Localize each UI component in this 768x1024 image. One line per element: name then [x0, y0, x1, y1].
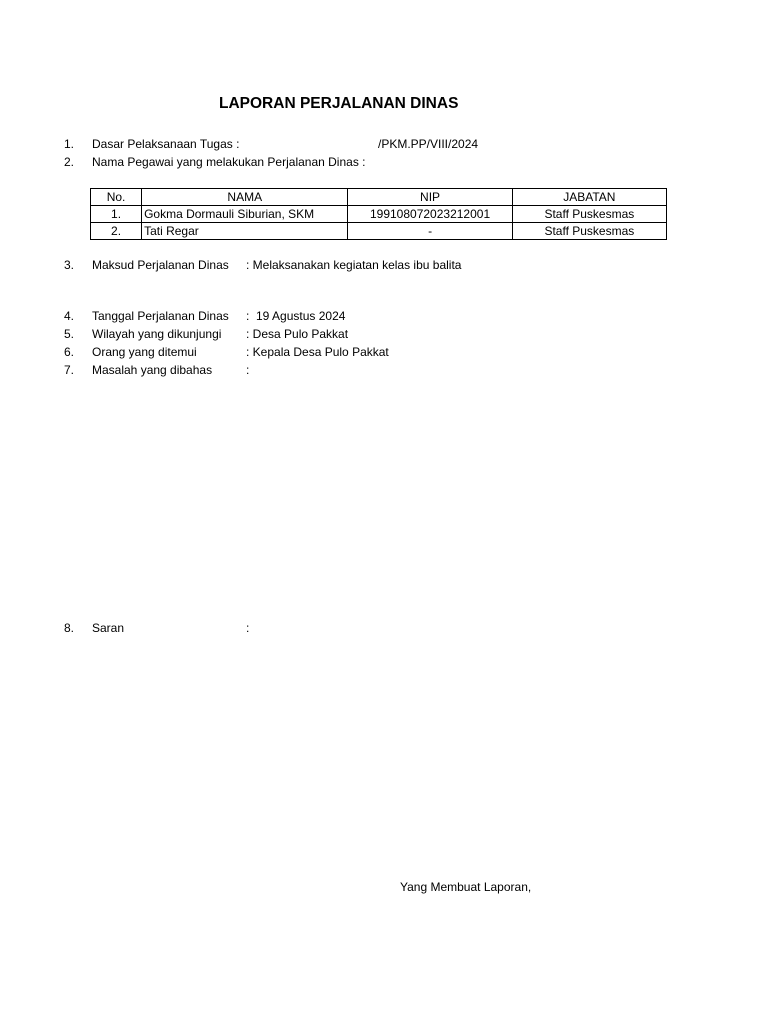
cell-nama: Tati Regar: [142, 223, 348, 240]
item-label-masalah: Masalah yang dibahas: [92, 363, 213, 377]
header-no: No.: [91, 189, 142, 206]
item-label-pegawai: Nama Pegawai yang melakukan Perjalanan Dinas :: [92, 155, 366, 169]
item-label-wilayah: Wilayah yang dikunjungi: [92, 327, 222, 341]
item-number: 4.: [64, 309, 75, 323]
document-title: LAPORAN PERJALANAN DINAS: [219, 95, 459, 112]
item-label-saran: Saran: [92, 621, 125, 635]
header-nama: NAMA: [142, 189, 348, 206]
item-number: 1.: [64, 137, 75, 151]
cell-nip: -: [348, 223, 512, 240]
table-row: [91, 223, 667, 240]
item-number: 7.: [64, 363, 75, 377]
item-label-maksud: Maksud Perjalanan Dinas: [92, 258, 229, 272]
cell-jabatan: Staff Puskesmas: [512, 206, 666, 223]
item-value-dasar: /PKM.PP/VIII/2024: [378, 137, 479, 151]
table-header-row: [91, 189, 667, 206]
cell-nama: Gokma Dormauli Siburian, SKM: [142, 206, 348, 223]
cell-no: 1.: [91, 206, 142, 223]
item-value-orang: : Kepala Desa Pulo Pakkat: [246, 345, 389, 359]
item-label-tanggal: Tanggal Perjalanan Dinas: [92, 309, 229, 323]
signature-label: Yang Membuat Laporan,: [400, 880, 532, 894]
item-value-saran: :: [246, 621, 250, 635]
header-jabatan: JABATAN: [512, 189, 666, 206]
cell-no: 2.: [91, 223, 142, 240]
item-number: 5.: [64, 327, 75, 341]
item-label-orang: Orang yang ditemui: [92, 345, 197, 359]
cell-jabatan: Staff Puskesmas: [512, 223, 666, 240]
item-number: 2.: [64, 155, 75, 169]
table-row: [91, 206, 667, 223]
item-value-tanggal: : 19 Agustus 2024: [246, 309, 346, 323]
item-value-masalah: :: [246, 363, 250, 377]
item-number: 3.: [64, 258, 75, 272]
item-number: 8.: [64, 621, 75, 635]
item-value-maksud: : Melaksanakan kegiatan kelas ibu balita: [246, 258, 462, 272]
item-label-dasar: Dasar Pelaksanaan Tugas :: [92, 137, 240, 151]
employee-table: [90, 188, 667, 240]
cell-nip: 199108072023212001: [348, 206, 512, 223]
item-value-wilayah: : Desa Pulo Pakkat: [246, 327, 349, 341]
header-nip: NIP: [348, 189, 512, 206]
item-number: 6.: [64, 345, 75, 359]
